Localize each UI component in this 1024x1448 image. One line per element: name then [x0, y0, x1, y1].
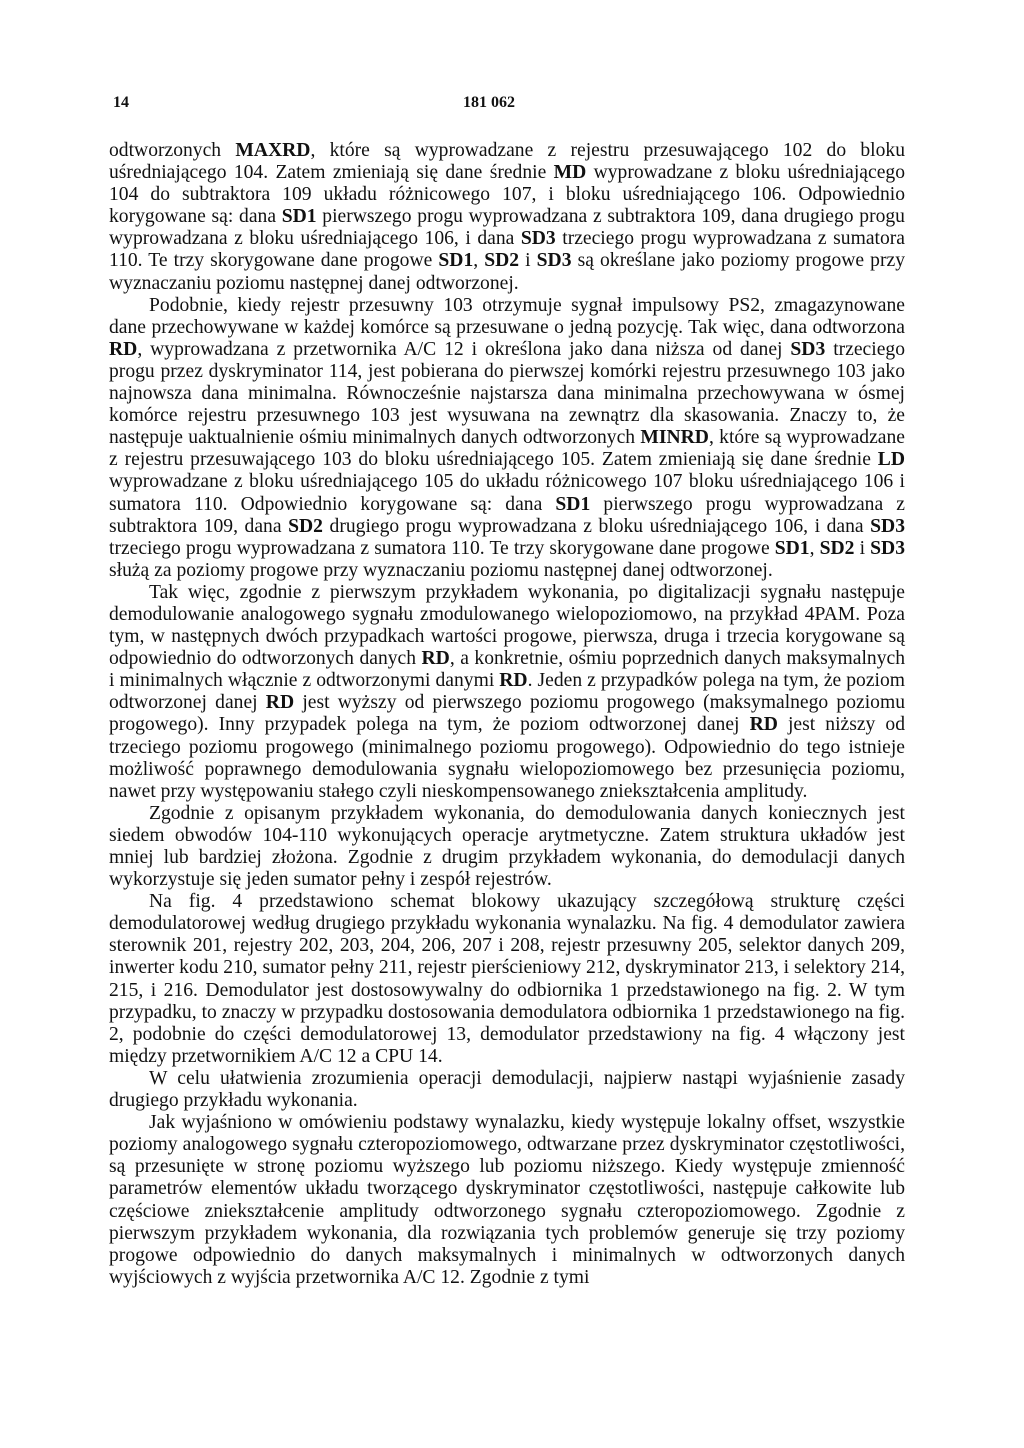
bold-term: LD	[877, 449, 905, 471]
bold-term: RD	[265, 692, 295, 714]
text-run: Zgodnie z opisanym przykładem wykonania, do demodulowania danych koniecznych jest siedem obwodów 104-110 wykonujących operacje arytmetyczne. Zatem struktura układów jest mniej lub bardziej złożona. Zgodnie z drugim przykładem wykonania, do demodulacji danych wykorzystuje się jeden sumator pełny i zespół rejestrów.	[109, 802, 905, 891]
text-run: ,	[473, 250, 485, 272]
bold-term: SD2	[819, 537, 855, 559]
paragraph	[109, 891, 905, 1068]
bold-term: MINRD	[640, 427, 709, 449]
bold-term: SD3	[790, 338, 826, 360]
bold-term: SD3	[870, 515, 905, 537]
paragraph	[109, 803, 905, 891]
text-run: Na fig. 4 przedstawiono schemat blokowy ukazujący szczegółową strukturę części demodulatorowej według drugiego przykładu wykonania wynalazku. Na fig. 4 demodulator zawiera sterownik 201, rejestry 202, 203, 204, 206, 207 i 208, rejestr przesuwny 205, selektor danych 209, inwerter kodu 210, sumator pełny 211, rejestr pierścieniowy 212, dyskryminator 213, i selektory 214, 215, i 216. Demodulator jest dostosowywalny do odbiornika 1 przedstawionego na fig. 2. W tym przypadku, to znaczy w przypadku dostosowania demodulatora odbiornika 1 przedstawionego na fig. 2, podobnie do części demodulatorowej 13, demodulator przedstawiony na fig. 4 włączony jest między przetwornikiem A/C 12 a CPU 14.	[109, 891, 905, 1067]
text-run: trzeciego progu przez dyskryminator 114, jest pobierana do pierwszej komórki rejestru przesuwnego 103 jako najnowsza dana minimalna. Równocześnie najstarsza dana minimalna przechowywana w ósmej komórce rejestru przesuwnego 103 jest wysuwana na zewnątrz dla skasowania. Znaczy to, że następuje uaktualnienie ośmiu minimalnych danych odtworzonych	[109, 338, 905, 449]
text-run: Podobnie, kiedy rejestr przesuwny 103 otrzymuje sygnał impulsowy PS2, zmagazynowane dane przechowywane w każdej komórce są przesuwane o jedną pozycję. Tak więc, dana odtworzona	[109, 294, 905, 338]
body-text	[109, 140, 905, 1289]
text-run: pierwszego progu wyprowadzana z subtraktora 109, dana	[109, 493, 905, 537]
bold-term: SD3	[520, 228, 556, 250]
page-header	[0, 94, 1024, 118]
paragraph	[109, 1068, 905, 1112]
patent-number: 181 062	[463, 94, 515, 111]
bold-term: SD1	[555, 493, 591, 515]
text-run: , które są wyprowadzane z rejestru przesuwającego 103 do bloku uśredniającego 105. Zatem zmieniają się dane średnie	[109, 427, 905, 471]
text-run: jest wyższy od pierwszego poziomu progowego (maksymalnego poziomu progowego). Inny przypadek polega na tym, że poziom odtworzonej danej	[109, 692, 906, 736]
text-run: Jak wyjaśniono w omówieniu podstawy wynalazku, kiedy występuje lokalny offset, wszystkie poziomy analogowego sygnału czteropoziomowego, odtwarzane przez dyskryminator częstotliwości, są przesunięte w stronę poziomu wyższego lub poziomu niższego. Kiedy występuje zmienność parametrów elementów układu tworzącego dyskryminator częstotliwości, następuje całkowite lub częściowe zniekształcenie amplitudy odtworzonego sygnału czteropoziomowego. Zgodnie z pierwszym przykładem wykonania, dla rozwiązania tych problemów generuje się trzy poziomy progowe odpowiednio do danych maksymalnych i minimalnych w odtworzonych danych wyjściowych z wyjścia przetwornika A/C 12. Zgodnie z tymi	[109, 1112, 905, 1288]
bold-term: MD	[553, 162, 587, 184]
text-run: są określane jako poziomy progowe przy wyznaczaniu poziomu następnej danej odtworzonej.	[109, 250, 905, 294]
bold-term: SD1	[438, 250, 474, 272]
text-run: odtworzonych	[109, 140, 236, 161]
bold-term: SD1	[774, 537, 810, 559]
paragraph	[109, 1112, 905, 1289]
page-number: 14	[113, 94, 129, 111]
bold-term: SD3	[870, 537, 905, 559]
text-run: pierwszego progu wyprowadzana z subtraktora 109, dana drugiego progu wyprowadzana z bloku uśredniającego 106, i dana	[109, 206, 905, 250]
bold-term: MAXRD	[235, 140, 311, 161]
bold-term: SD1	[281, 206, 317, 228]
paragraph	[109, 295, 905, 582]
bold-term: RD	[499, 670, 528, 692]
text-run: służą za poziomy progowe przy wyznaczaniu poziomu następnej danej odtworzonej.	[109, 559, 773, 581]
text-run: W celu ułatwienia zrozumienia operacji demodulacji, najpierw nastąpi wyjaśnienie zasady drugiego przykładu wykonania.	[109, 1067, 905, 1112]
text-run: trzeciego progu wyprowadzana z sumatora 110. Te trzy skorygowane dane progowe	[109, 228, 905, 272]
paragraph	[109, 582, 905, 803]
text-run: wyprowadzane z bloku uśredniającego 104 do subtraktora 109 układu różnicowego 107, i bloku uśredniającego 106. Odpowiednio korygowane są: dana	[109, 162, 905, 228]
text-run: i	[519, 250, 537, 272]
text-run: wyprowadzane z bloku uśredniającego 105 do układu różnicowego 107 bloku uśredniającego 106 i sumatora 110. Odpowiednio korygowane są: dana	[109, 471, 905, 515]
paragraph	[109, 140, 905, 295]
text-run: , a konkretnie, ośmiu poprzednich danych maksymalnych i minimalnych włącznie z odtworzonymi danymi	[109, 648, 906, 692]
text-run: trzeciego progu wyprowadzana z sumatora 110. Te trzy skorygowane dane progowe	[109, 537, 775, 559]
text-run: , które są wyprowadzane z rejestru przesuwającego 102 do bloku uśredniającego 104. Zatem zmieniają się dane średnie	[109, 140, 905, 184]
text-run: Tak więc, zgodnie z pierwszym przykładem wykonania, po digitalizacji sygnału następuje demodulowanie analogowego sygnału zmodulowanego wielopoziomowo, na przykład 4PAM. Poza tym, w następnych dwóch przypadkach wartości progowe, pierwsza, druga i trzecia korygowane są odpowiednio do odtworzonych danych	[109, 581, 905, 670]
bold-term: RD	[421, 648, 450, 670]
bold-term: RD	[749, 714, 778, 736]
bold-term: SD3	[536, 250, 572, 272]
text-run: drugiego progu wyprowadzana z bloku uśredniającego 106, i dana	[322, 515, 871, 537]
bold-term: SD2	[484, 250, 520, 272]
text-run: i	[854, 537, 871, 559]
text-run: jest niższy od trzeciego poziomu progowego (minimalnego poziomu progowego). Odpowiednio do tego istnieje możliwość poprawnego demodulowania sygnału wielopoziomowego bez przesunięcia poziomu, nawet przy występowaniu stałego czyli nieskompensowanego zniekształcenia amplitudy.	[109, 714, 906, 802]
bold-term: SD2	[288, 515, 323, 537]
text-run: ,	[809, 537, 820, 559]
text-run: , wyprowadzana z przetwornika A/C 12 i określona jako dana niższa od danej	[137, 338, 791, 360]
text-run: . Jeden z przypadków polega na tym, że poziom odtworzonej danej	[109, 670, 905, 714]
bold-term: RD	[109, 338, 138, 360]
